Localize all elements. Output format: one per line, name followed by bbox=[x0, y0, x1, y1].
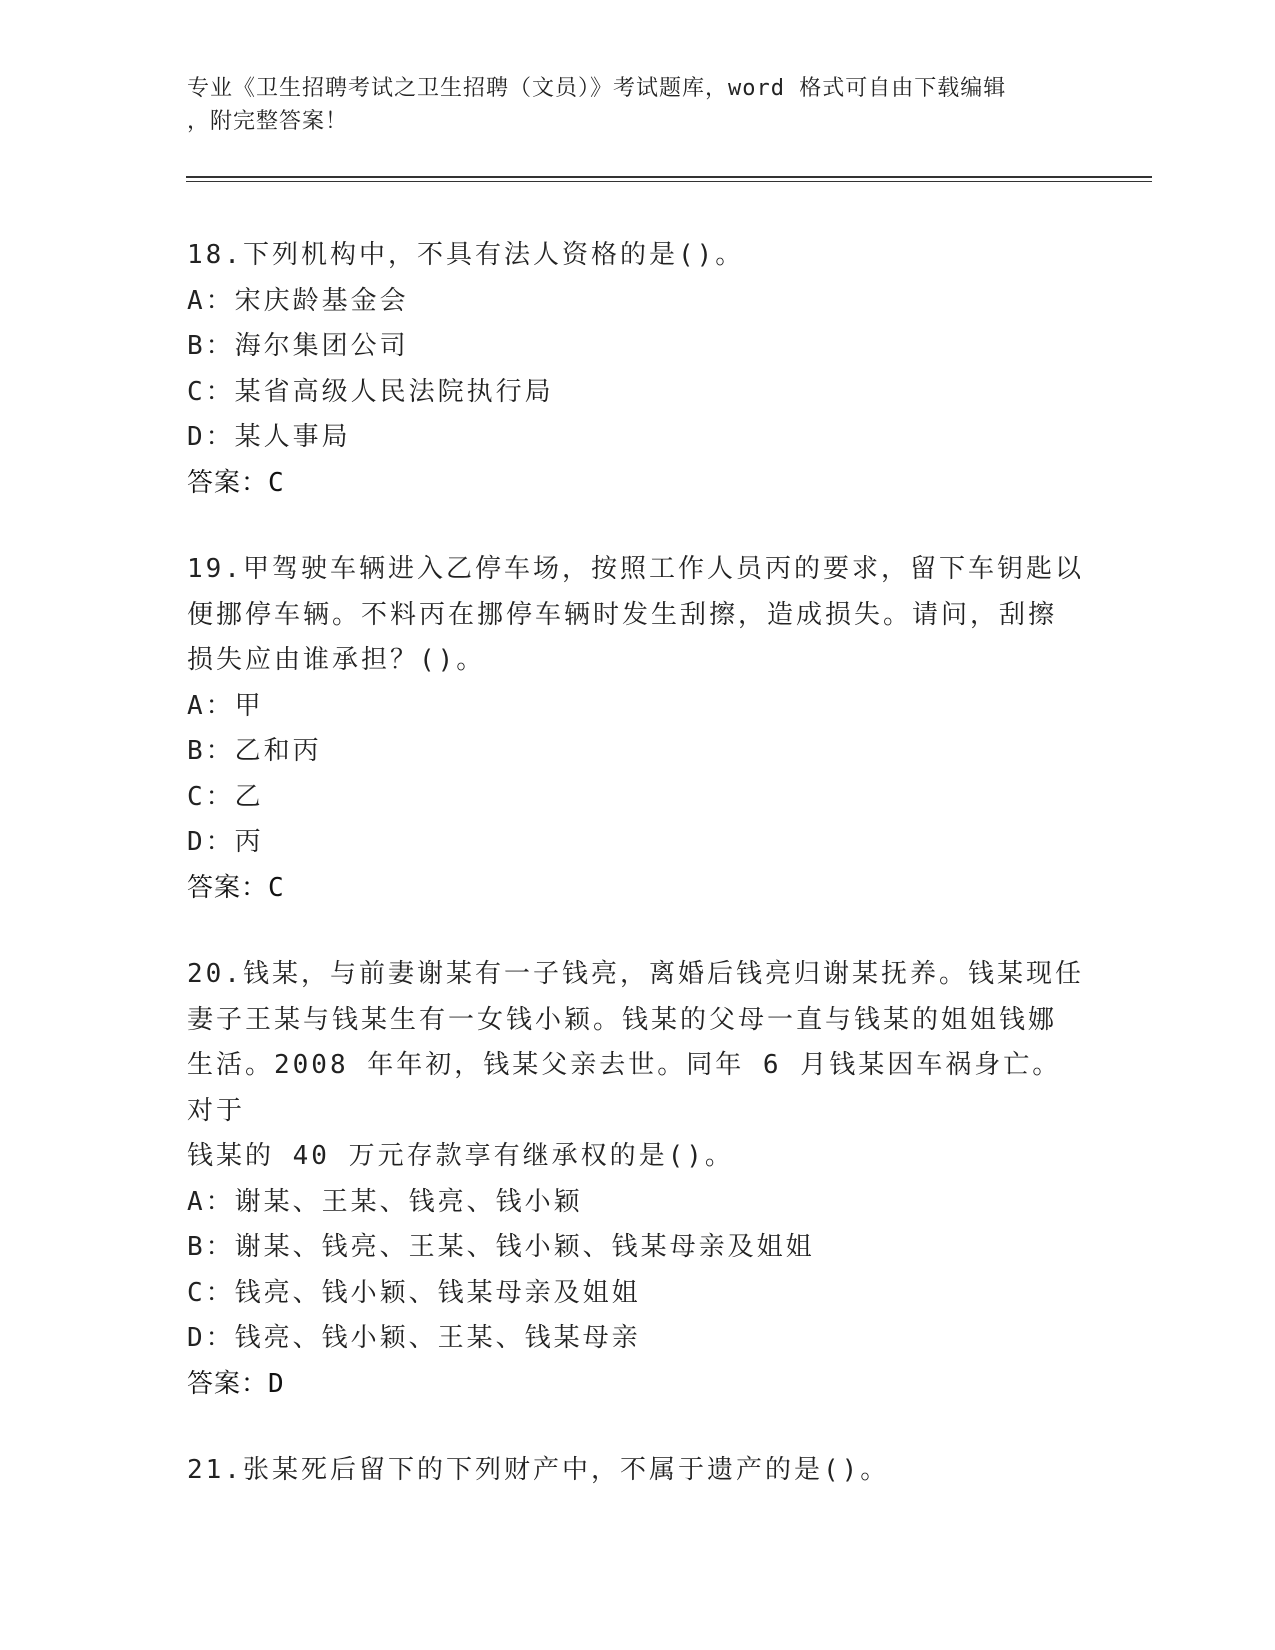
option-a: A：谢某、王某、钱亮、钱小颖 bbox=[187, 1186, 583, 1217]
question-list bbox=[187, 233, 1087, 1535]
answer-value: C bbox=[268, 467, 285, 498]
option-c: C：乙 bbox=[187, 781, 264, 812]
question-stem: 21.张某死后留下的下列财产中，不属于遗产的是()。 bbox=[187, 1455, 890, 1485]
answer-line bbox=[187, 866, 1087, 912]
option-c: C：某省高级人民法院执行局 bbox=[187, 376, 554, 407]
answer-label: 答案： bbox=[187, 467, 269, 498]
question-stem-line-4: 钱某的 40 万元存款享有继承权的是()。 bbox=[187, 1141, 734, 1171]
question-21 bbox=[187, 1448, 1087, 1494]
question-stem-line-2: 妻子王某与钱某生有一女钱小颖。钱某的父母一直与钱某的姐姐钱娜 bbox=[187, 1004, 1058, 1035]
answer-label: 答案： bbox=[187, 872, 269, 903]
option-d: D：钱亮、钱小颖、王某、钱某母亲 bbox=[187, 1323, 641, 1353]
option-a: A：宋庆龄基金会 bbox=[187, 285, 409, 316]
question-stem-line-3: 生活。2008 年年初，钱某父亲去世。同年 6 月钱某因车祸身亡。对于 bbox=[187, 1050, 1062, 1126]
option-b: B：海尔集团公司 bbox=[187, 331, 409, 361]
answer-line bbox=[187, 461, 1087, 507]
header-line-1: 专业《卫生招聘考试之卫生招聘（文员）》考试题库，word 格式可自由下载编辑 bbox=[187, 76, 1007, 101]
question-stem-line-3: 损失应由谁承担？()。 bbox=[187, 645, 486, 675]
answer-value: C bbox=[268, 872, 285, 903]
question-18 bbox=[187, 233, 1087, 506]
question-stem-line-1: 19.甲驾驶车辆进入乙停车场，按照工作人员丙的要求，留下车钥匙以 bbox=[187, 554, 1084, 584]
question-20 bbox=[187, 952, 1087, 1407]
header-line-2: ，附完整答案！ bbox=[187, 109, 349, 134]
option-d: D：丙 bbox=[187, 827, 264, 857]
option-a: A：甲 bbox=[187, 690, 264, 721]
document-header bbox=[187, 72, 1067, 138]
header-divider-thin bbox=[186, 181, 1152, 182]
question-stem-line-2: 便挪停车辆。不料丙在挪停车辆时发生刮擦，造成损失。请问，刮擦 bbox=[187, 599, 1058, 630]
option-b: B：谢某、钱亮、王某、钱小颖、钱某母亲及姐姐 bbox=[187, 1232, 815, 1262]
header-divider-thick bbox=[186, 176, 1152, 178]
option-c: C：钱亮、钱小颖、钱某母亲及姐姐 bbox=[187, 1277, 641, 1308]
answer-line bbox=[187, 1362, 1087, 1408]
question-19 bbox=[187, 547, 1087, 911]
question-stem: 18.下列机构中，不具有法人资格的是()。 bbox=[187, 240, 745, 270]
option-b: B：乙和丙 bbox=[187, 736, 322, 766]
option-d: D：某人事局 bbox=[187, 422, 351, 452]
question-stem-line-1: 20.钱某，与前妻谢某有一子钱亮，离婚后钱亮归谢某抚养。钱某现任 bbox=[187, 959, 1084, 989]
answer-label: 答案： bbox=[187, 1368, 269, 1399]
answer-value: D bbox=[268, 1368, 285, 1399]
